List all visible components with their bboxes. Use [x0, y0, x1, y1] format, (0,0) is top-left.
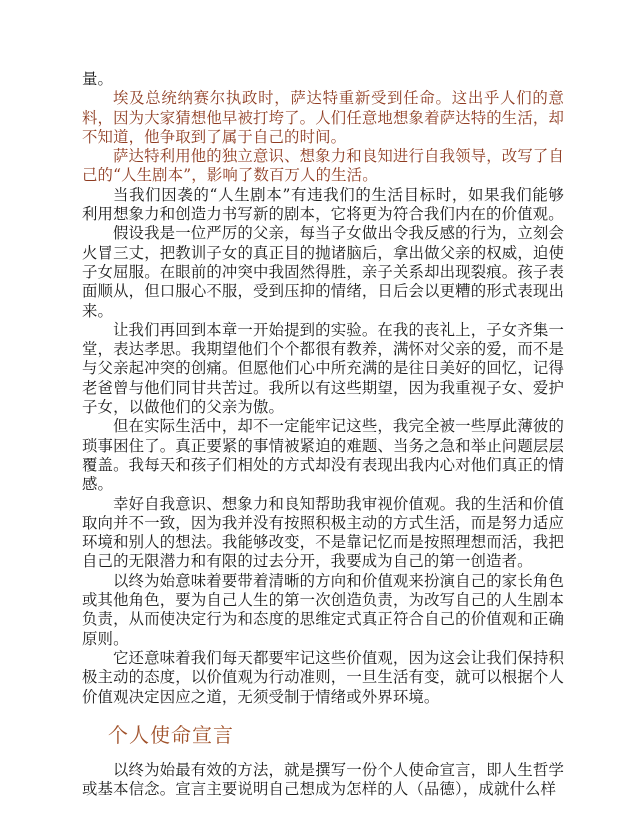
paragraph-new-script: 当我们因袭的“人生剧本”有违我们的生活目标时，如果我们能够利用想象力和创造力书写新的剧本，它将更为符合我们内在的价值观。 [82, 185, 564, 224]
paragraph-sadat-reappointed: 埃及总统纳赛尔执政时，萨达特重新受到任命。这出乎人们的意料，因为大家猜想他早被打垮了。人们任意地想象着萨达特的生活，却不知道，他争取到了属于自己的时间。 [82, 89, 564, 146]
paragraph-remember-values: 它还意味着我们每天都要牢记这些价值观，因为这会让我们保持积极主动的态度，以价值观为行动准则，一旦生活有变，就可以根据个人价值观决定因应之道，无须受制于情绪或外界环境。 [82, 648, 564, 706]
paragraph-begin-with-end: 以终为始意味着要带着清晰的方向和价值观来扮演自己的家长角色或其他角色，要为自己人生的第一次创造负责，为改写自己的人生剧本负责，从而使决定行为和态度的思维定式真正符合自己的价值观和正确原则。 [82, 571, 564, 648]
paragraph-self-awareness: 幸好自我意识、想象力和良知帮助我审视价值观。我的生活和价值取向并不一致，因为我并没有按照积极主动的方式生活，而是努力适应环境和别人的想法。我能够改变，不是靠记忆而是按照理想而活，我把自己的无限潜力和有限的过去分开，我要成为自己的第一创造者。 [82, 494, 564, 571]
paragraph-mission-statement: 以终为始最有效的方法，就是撰写一份个人使命宣言，即人生哲学或基本信念。宣言主要说明自己想成为怎样的人（品德），成就什么样 [82, 760, 564, 799]
paragraph-real-life: 但在实际生活中，却不一定能牢记这些，我完全被一些厚此薄彼的琐事困住了。真正要紧的事情被紧迫的难题、当务之急和举止问题层层覆盖。我每天和孩子们相处的方式却没有表现出我内心对他们真正的情感。 [82, 417, 564, 494]
document-page [82, 70, 564, 799]
paragraph-strict-father: 假设我是一位严厉的父亲，每当子女做出令我反感的行为，立刻会火冒三丈，把教训子女的真正目的抛诸脑后，拿出做父亲的权威，迫使子女屈服。在眼前的冲突中我固然得胜，亲子关系却出现裂痕。孩子表面顺从，但口服心不服，受到压抑的情绪，日后会以更糟的形式表现出来。 [82, 224, 564, 320]
paragraph-sadat-rewrote-script: 萨达特利用他的独立意识、想象力和良知进行自我领导，改写了自己的“人生剧本”，影响了数百万人的生活。 [82, 147, 564, 185]
paragraph-funeral-experiment: 让我们再回到本章一开始提到的实验。在我的丧礼上，子女齐集一堂，表达孝思。我期望他们个个都很有教养，满怀对父亲的爱，而不是与父亲起冲突的创痛。但愿他们心中所充满的是往日美好的回忆，记得老爸曾与他们同甘共苦过。我所以有这些期望，因为我重视子女、爱护子女，以做他们的父亲为傲。 [82, 320, 564, 417]
section-heading: 个人使命宣言 [108, 722, 234, 747]
paragraph-continuation: 量。 [82, 70, 114, 88]
